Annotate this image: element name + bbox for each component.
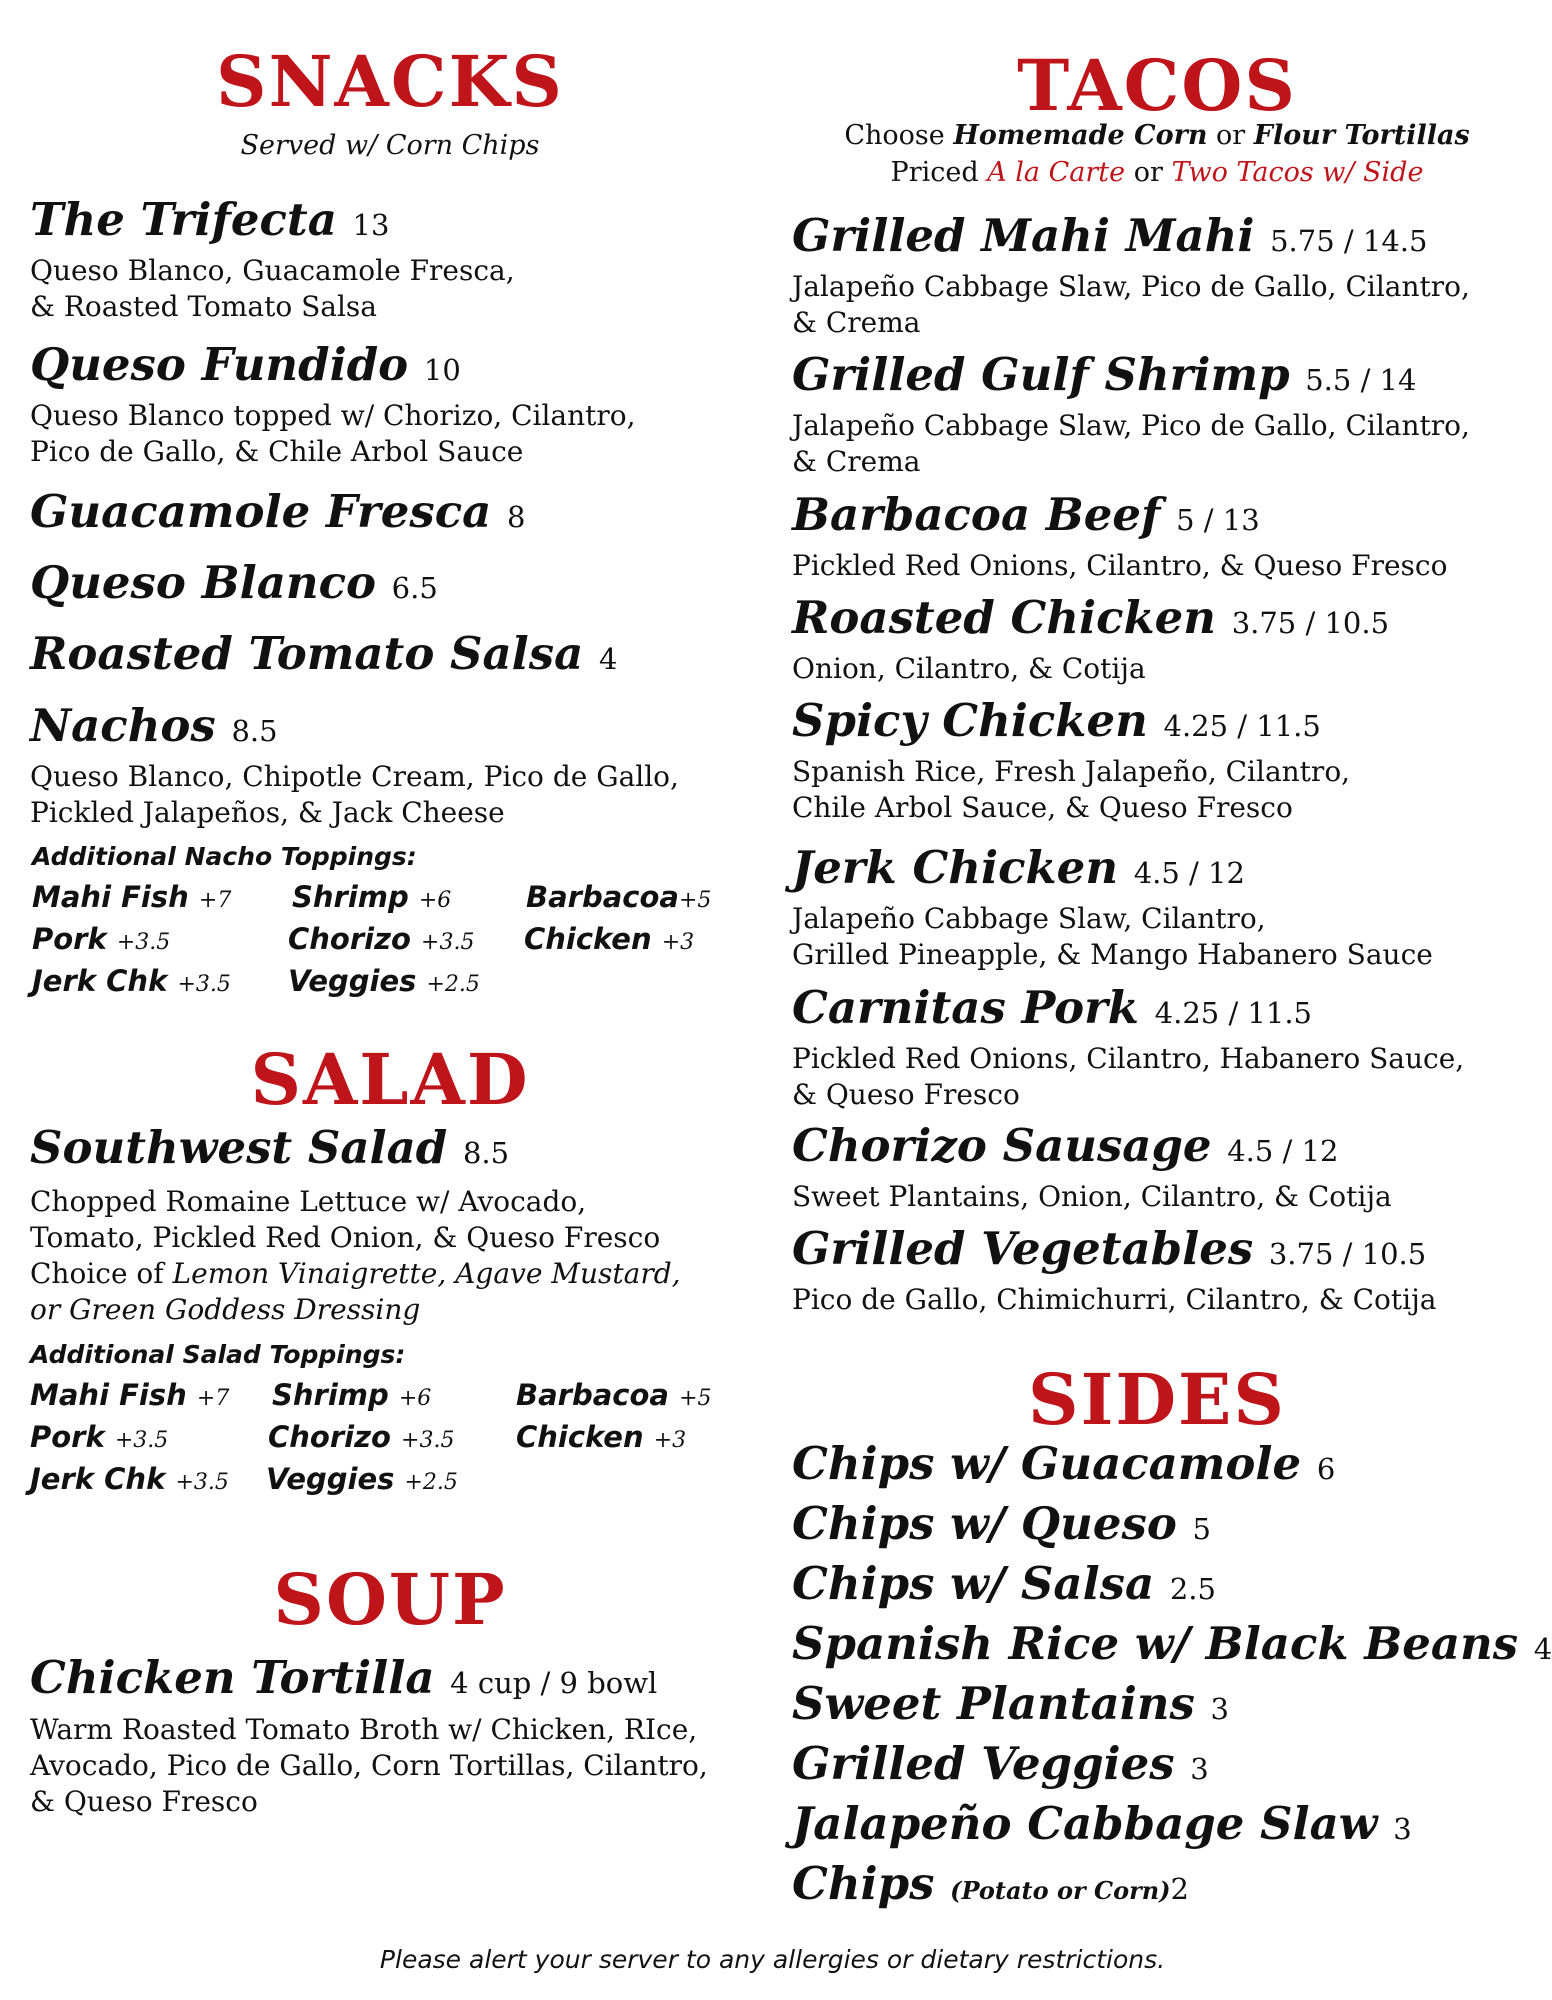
soup-title: SOUP xyxy=(273,1558,507,1641)
item-price: 4 cup / 9 bowl xyxy=(450,1666,658,1700)
salad-title: SALAD xyxy=(250,1038,530,1121)
allergy-notice: Please alert your server to any allergies or dietary restrictions. xyxy=(379,1945,1166,1974)
item-price: 6.5 xyxy=(391,571,438,605)
item-description: Queso Blanco, Chipotle Cream, Pico de Gallo, Pickled Jalapeños, & Jack Cheese xyxy=(30,760,679,829)
item-price: 8.5 xyxy=(462,1136,510,1170)
item-name: Grilled Mahi Mahi xyxy=(792,209,1255,262)
topping: Jerk Chk +3.5 xyxy=(32,964,231,998)
menu-item xyxy=(30,337,750,470)
menu-item xyxy=(792,840,1522,973)
topping: Shrimp +6 xyxy=(272,1378,432,1412)
item-description: Jalapeño Cabbage Slaw, Cilantro, Grilled Pineapple, & Mango Habanero Sauce xyxy=(792,902,1433,971)
topping: Chicken +3 xyxy=(524,922,695,956)
nacho-toppings-header: Additional Nacho Toppings: xyxy=(32,842,417,871)
item-name: Roasted Tomato Salsa xyxy=(30,627,584,680)
tacos-title: TACOS xyxy=(1017,44,1297,127)
topping: Pork +3.5 xyxy=(30,1420,169,1454)
snacks-subtitle: Served w/ Corn Chips xyxy=(240,130,540,161)
menu-item xyxy=(792,1221,1522,1318)
side-item: Chips w/ Guacamole 6 xyxy=(792,1437,1336,1490)
side-item: Chips w/ Queso 5 xyxy=(792,1497,1211,1550)
topping: Barbacoa+5 xyxy=(526,880,712,914)
menu-item xyxy=(30,1650,750,1711)
side-item: Grilled Veggies 3 xyxy=(792,1737,1209,1790)
menu-item xyxy=(792,590,1522,687)
menu-item xyxy=(792,347,1522,480)
item-price: 8.5 xyxy=(231,714,278,748)
item-name: Jerk Chicken xyxy=(792,841,1119,894)
item-description: Pickled Red Onions, Cilantro, & Queso Fresco xyxy=(792,549,1448,582)
item-name: Carnitas Pork xyxy=(792,981,1139,1034)
item-price: 5 / 13 xyxy=(1176,503,1260,537)
salad-description: Chopped Romaine Lettuce w/ Avocado, Tomato, Pickled Red Onion, & Queso Fresco Choice of Lemon Vinaigrette, Agave Mustard, or Green Goddess Dressing xyxy=(30,1185,681,1326)
item-description: Pickled Red Onions, Cilantro, Habanero Sauce, & Queso Fresco xyxy=(792,1042,1465,1111)
item-name: Chorizo Sausage xyxy=(792,1119,1212,1172)
menu-item xyxy=(792,980,1522,1113)
item-name: Queso Fundido xyxy=(30,338,409,391)
topping: Barbacoa +5 xyxy=(516,1378,712,1412)
item-price: 10 xyxy=(423,353,461,387)
item-price: 4.25 / 11.5 xyxy=(1154,996,1313,1030)
item-name: The Trifecta xyxy=(30,193,337,246)
item-price: 4.5 / 12 xyxy=(1227,1134,1339,1168)
menu-item xyxy=(30,555,750,616)
item-name: Grilled Vegetables xyxy=(792,1222,1254,1275)
item-description: Onion, Cilantro, & Cotija xyxy=(792,652,1146,685)
menu-item xyxy=(30,192,750,325)
item-description: Queso Blanco topped w/ Chorizo, Cilantro, Pico de Gallo, & Chile Arbol Sauce xyxy=(30,399,636,468)
item-description: Spanish Rice, Fresh Jalapeño, Cilantro, Chile Arbol Sauce, & Queso Fresco xyxy=(792,755,1351,824)
item-description: Jalapeño Cabbage Slaw, Pico de Gallo, Cilantro, & Crema xyxy=(792,270,1470,339)
menu-item xyxy=(792,487,1522,584)
item-description: Queso Blanco, Guacamole Fresca, & Roasted Tomato Salsa xyxy=(30,254,515,323)
salad-toppings-header: Additional Salad Toppings: xyxy=(30,1340,406,1369)
soup-description: Warm Roasted Tomato Broth w/ Chicken, RIce, Avocado, Pico de Gallo, Corn Tortillas, Cilantro, & Queso Fresco xyxy=(30,1713,708,1818)
topping: Chorizo +3.5 xyxy=(268,1420,455,1454)
topping: Chicken +3 xyxy=(516,1420,687,1454)
topping: Jerk Chk +3.5 xyxy=(30,1462,229,1496)
item-price: 5.5 / 14 xyxy=(1305,363,1417,397)
topping: Mahi Fish +7 xyxy=(30,1378,230,1412)
item-price: 3.75 / 10.5 xyxy=(1231,606,1390,640)
item-name: Grilled Gulf Shrimp xyxy=(792,348,1290,401)
item-name: Guacamole Fresca xyxy=(30,485,492,538)
item-price: 4.5 / 12 xyxy=(1133,856,1245,890)
side-item: Spanish Rice w/ Black Beans 4 xyxy=(792,1617,1552,1670)
item-price: 4.25 / 11.5 xyxy=(1163,709,1321,743)
item-price: 3.75 / 10.5 xyxy=(1268,1237,1427,1271)
tacos-tortilla-choice: Choose Homemade Corn or Flour Tortillas xyxy=(844,120,1470,151)
topping: Veggies +2.5 xyxy=(266,1462,458,1496)
item-description: Sweet Plantains, Onion, Cilantro, & Cotija xyxy=(792,1180,1392,1213)
menu-item xyxy=(30,1120,750,1181)
item-name: Roasted Chicken xyxy=(792,591,1217,644)
menu-item xyxy=(30,698,750,831)
menu-item xyxy=(30,626,750,687)
topping: Chorizo +3.5 xyxy=(288,922,475,956)
side-item: Chips (Potato or Corn)2 xyxy=(792,1857,1189,1910)
side-item: Jalapeño Cabbage Slaw 3 xyxy=(792,1797,1412,1850)
side-item: Sweet Plantains 3 xyxy=(792,1677,1229,1730)
item-name: Barbacoa Beef xyxy=(792,488,1161,541)
menu-item xyxy=(792,1118,1522,1215)
item-name: Spicy Chicken xyxy=(792,694,1148,747)
topping: Shrimp +6 xyxy=(292,880,452,914)
menu-item xyxy=(792,693,1522,826)
item-price: 13 xyxy=(352,208,390,242)
item-name: Nachos xyxy=(30,699,216,752)
item-name: Southwest Salad xyxy=(30,1121,448,1174)
sides-title: SIDES xyxy=(1028,1358,1286,1441)
menu-item xyxy=(792,208,1522,341)
tacos-pricing-note: Priced A la Carte or Two Tacos w/ Side xyxy=(890,157,1424,188)
topping: Pork +3.5 xyxy=(32,922,171,956)
item-price: 4 xyxy=(598,642,618,676)
item-price: 5.75 / 14.5 xyxy=(1270,224,1428,258)
dressing-options: Lemon Vinaigrette, Agave Mustard, xyxy=(172,1257,681,1290)
item-description: Pico de Gallo, Chimichurri, Cilantro, & Cotija xyxy=(792,1283,1437,1316)
item-price: 8 xyxy=(506,500,526,534)
side-note: (Potato or Corn) xyxy=(950,1876,1171,1905)
topping: Mahi Fish +7 xyxy=(32,880,232,914)
snacks-title: SNACKS xyxy=(216,40,564,123)
item-name: Queso Blanco xyxy=(30,556,376,609)
item-description: Jalapeño Cabbage Slaw, Pico de Gallo, Cilantro, & Crema xyxy=(792,409,1470,478)
item-name: Chicken Tortilla xyxy=(30,1651,435,1704)
side-item: Chips w/ Salsa 2.5 xyxy=(792,1557,1216,1610)
topping: Veggies +2.5 xyxy=(288,964,480,998)
menu-item xyxy=(30,484,750,545)
